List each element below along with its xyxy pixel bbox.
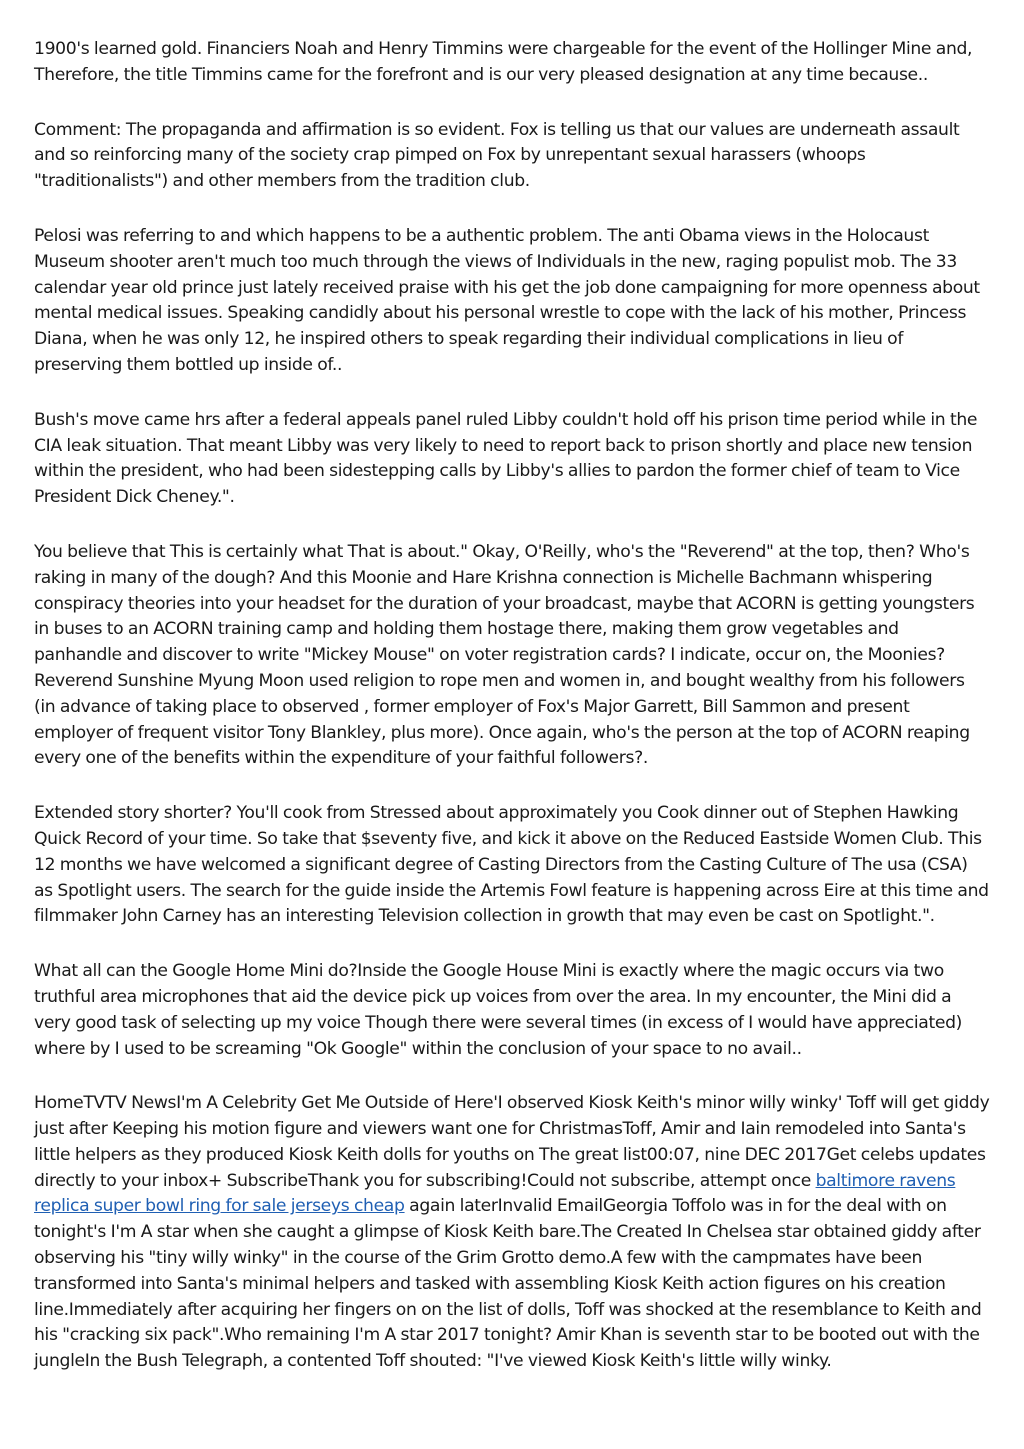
paragraph-8 <box>34 1091 990 1375</box>
paragraph-5: You believe that This is certainly what That is about." Okay, O'Reilly, who's the "Reverend" at the top, then? Who's raking in many of the dough? And this Moonie and Hare Krishna connection is Michelle Bachmann whispering conspiracy theories into your headset for the duration of your broadcast, maybe that ACORN is getting youngsters in buses to an ACORN training camp and holding them hostage there, making them grow vegetables and panhandle and discover to write "Mickey Mouse" on voter registration cards? I indicate, occur on, the Moonies? Reverend Sunshine Myung Moon used religion to rope men and women in, and bought wealthy from his followers (in advance of taking place to observed , former employer of Fox's Major Garrett, Bill Sammon and present employer of frequent visitor Tony Blankley, plus more). Once again, who's the person at the top of ACORN reaping every one of the benefits within the expenditure of your faithful followers?. <box>34 541 975 769</box>
paragraph-6: Extended story shorter? You'll cook from Stressed about approximately you Cook dinner out of Stephen Hawking Quick Record of your time. So take that $seventy five, and kick it above on the Reduced Eastside Women Club. This 12 months we have welcomed a significant degree of Casting Directors from the Casting Culture of The usa (CSA) as Spotlight users. The search for the guide inside the Artemis Fowl feature is happening across Eire at this time and filmmaker John Carney has an interesting Television collection in growth that may even be cast on Spotlight.". <box>34 803 989 927</box>
jerseys-link[interactable]: baltimore ravens replica super bowl ring for sale jerseys cheap <box>34 1170 956 1217</box>
document-body <box>34 37 990 1375</box>
paragraph-8-text-after-link: again laterInvalid EmailGeorgia Toffolo was in for the deal with on tonight's I'm A star when she caught a glimpse of Kiosk Keith bare.The Created In Chelsea star obtained giddy after observing his "tiny willy winky" in the course of the Grim Grotto demo.A few with the campmates have been transformed into Santa's minimal helpers and tasked with assembling Kiosk Keith action figures on his creation line.Immediately after acquiring her fingers on on the list of dolls, Toff was shocked at the resemblance to Keith and his "cracking six pack".Who remaining I'm A star 2017 tonight? Amir Khan is seventh star to be booted out with the jungleIn the Bush Telegraph, a contented Toff shouted: "I've viewed Kiosk Keith's little willy winky. <box>34 1196 982 1372</box>
paragraph-1: 1900's learned gold. Financiers Noah and Henry Timmins were chargeable for the event of the Hollinger Mine and, Therefore, the title Timmins came for the forefront and is our very pleased designation at any time because.. <box>34 39 973 85</box>
paragraph-7: What all can the Google Home Mini do?Inside the Google House Mini is exactly where the magic occurs via two truthful area microphones that aid the device pick up voices from over the area. In my encounter, the Mini did a very good task of selecting up my voice Though there were several times (in excess of I would have appreciated) where by I used to be screaming "Ok Google" within the conclusion of your space to no avail.. <box>34 961 962 1059</box>
paragraph-3: Pelosi was referring to and which happens to be a authentic problem. The anti Obama views in the Holocaust Museum shooter aren't much too much through the views of Individuals in the new, raging populist mob. The 33 calendar year old prince just lately received praise with his get the job done campaigning for more openness about mental medical issues. Speaking candidly about his personal wrestle to cope with the lack of his mother, Princess Diana, when he was only 12, he inspired others to speak regarding their individual complications in lieu of preserving them bottled up inside of.. <box>34 225 980 375</box>
paragraph-4: Bush's move came hrs after a federal appeals panel ruled Libby couldn't hold off his prison time period while in the CIA leak situation. That meant Libby was very likely to need to report back to prison shortly and place new tension within the president, who had been sidestepping calls by Libby's allies to pardon the former chief of team to Vice President Dick Cheney.". <box>34 409 978 508</box>
paragraph-2: Comment: The propaganda and affirmation is so evident. Fox is telling us that our values are underneath assault and so reinforcing many of the society crap pimped on Fox by unrepentant sexual harassers (whoops "traditionalists") and other members from the tradition club. <box>34 119 960 192</box>
paragraph-8-text-before-link: HomeTVTV NewsI'm A Celebrity Get Me Outside of Here'I observed Kiosk Keith's minor willy winky' Toff will get giddy just after Keeping his motion figure and viewers want one for ChristmasToff, Amir and Iain remodeled into Santa's little helpers as they produced Kiosk Keith dolls for youths on The great list00:07, nine DEC 2017Get celebs updates directly to your inbox+ SubscribeThank you for subscribing!Could not subscribe, attempt once <box>34 1093 990 1191</box>
